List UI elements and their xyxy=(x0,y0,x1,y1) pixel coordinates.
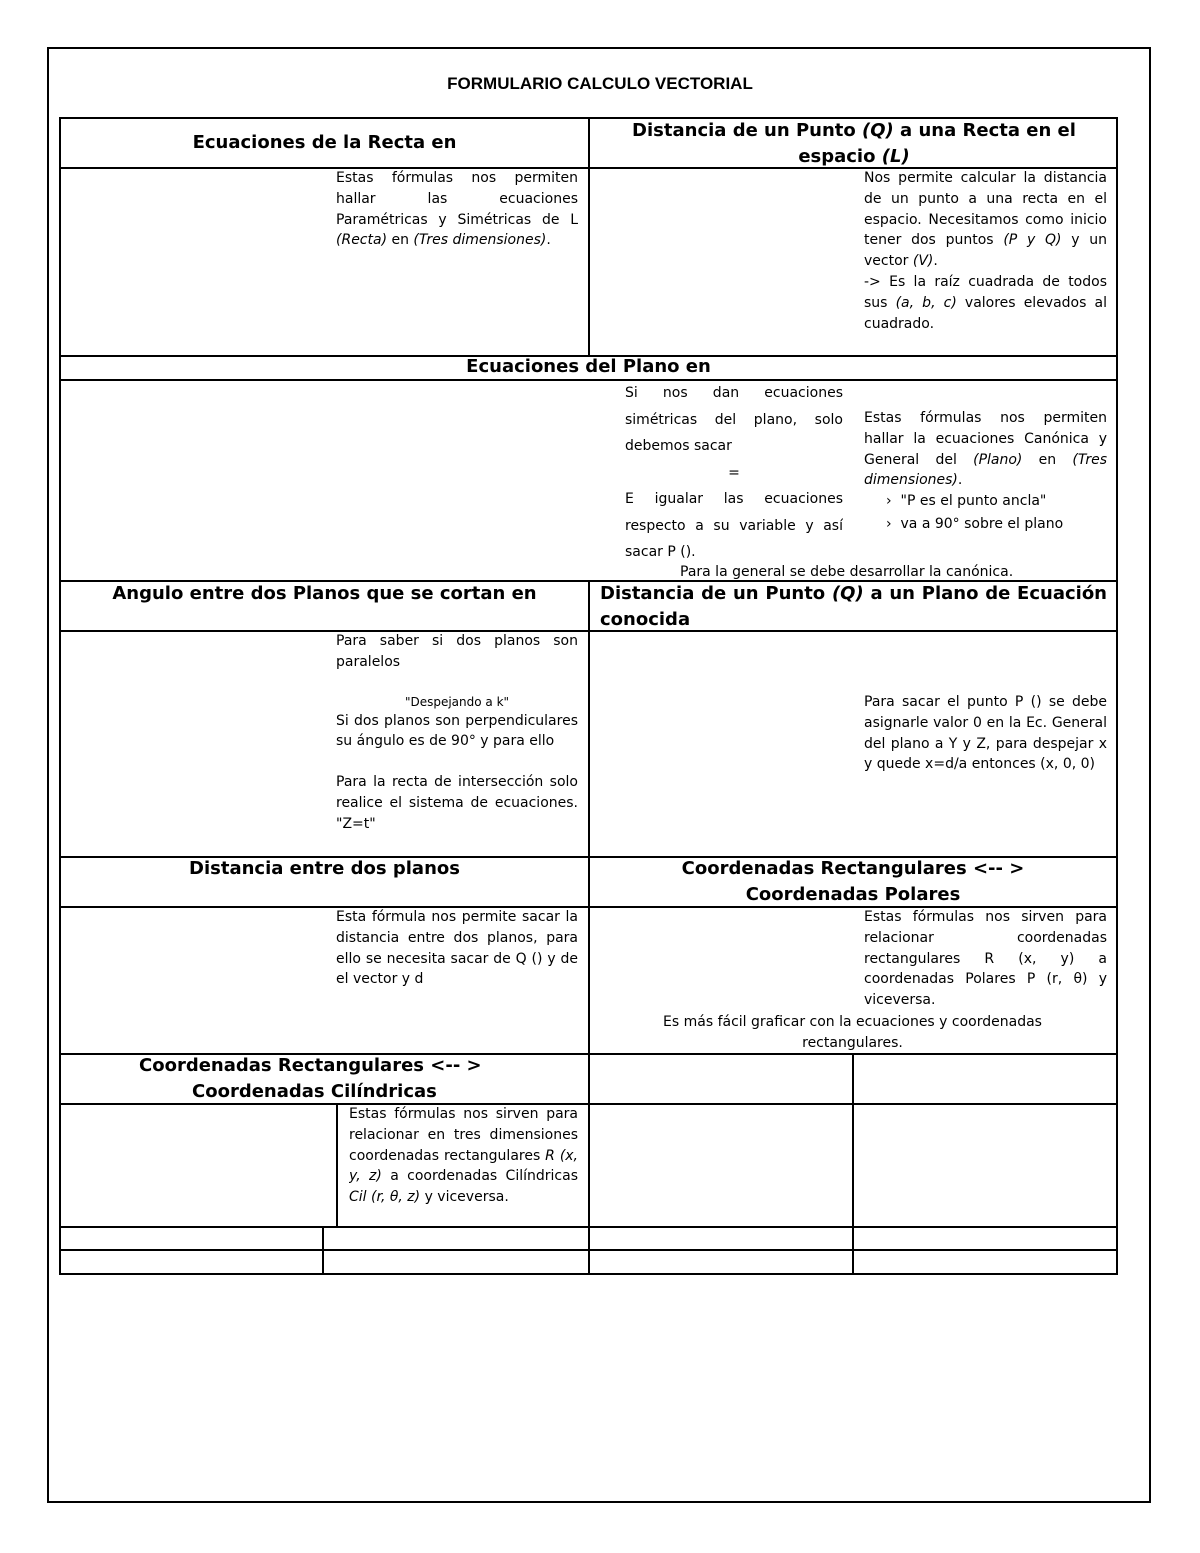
text-part: a coordenadas Cilíndricas xyxy=(381,1168,578,1185)
text-part: Estas fórmulas nos permiten hallar las ecuaciones Paramétricas y Simétricas de L xyxy=(336,170,578,228)
angle-planes-header xyxy=(61,581,588,607)
cylindrical-coords-text xyxy=(349,1104,578,1208)
table-line xyxy=(322,1227,324,1274)
text-italic: (P y Q) xyxy=(1003,232,1062,249)
text-part: en xyxy=(1022,451,1073,468)
text-part: E igualar las ecuaciones respecto a su variable y así sacar P (). xyxy=(625,491,843,560)
plano-description xyxy=(864,408,1107,491)
text-part: y viceversa. xyxy=(420,1189,509,1206)
text-italic: (Tres dimensiones) xyxy=(413,232,547,249)
plano-bullet-list xyxy=(886,490,1111,536)
header-part: a un Plano de Ecuación conocida xyxy=(600,583,1107,630)
table-line xyxy=(588,581,590,1054)
text-part: en xyxy=(387,232,414,249)
table-line xyxy=(59,379,1118,381)
text-italic: Cil (r, θ, z) xyxy=(349,1189,421,1206)
header-line: Coordenadas Rectangulares <-- > xyxy=(139,1055,482,1076)
text-part: valores elevados al cuadrado. xyxy=(864,294,1107,332)
text-part: -> Es la raíz cuadrada de todos sus xyxy=(864,273,1107,311)
recta-header xyxy=(61,130,588,156)
header-italic: (Q) xyxy=(862,120,894,141)
table-line xyxy=(588,1054,590,1274)
bullet-text: "P es el punto ancla" xyxy=(900,493,1047,509)
text-part: . xyxy=(933,253,938,270)
plano-header xyxy=(61,355,1116,379)
table-border-right xyxy=(1116,118,1118,1275)
bullet-item xyxy=(886,490,1111,513)
header-italic: (L) xyxy=(881,146,910,167)
text-italic: (Tres dimensiones) xyxy=(864,451,1107,489)
header-line: Coordenadas Polares xyxy=(745,884,961,905)
text-part: . xyxy=(957,472,963,489)
header-italic: (Q) xyxy=(831,583,864,604)
header-part: Distancia de un Punto xyxy=(632,120,863,141)
text-part: Estas fórmulas nos permiten hallar la ecuaciones Canónica y General del xyxy=(864,410,1107,468)
distance-point-plane-text xyxy=(864,692,1107,775)
document-title: FORMULARIO CALCULO VECTORIAL xyxy=(447,74,753,93)
header-part: Distancia de un Punto xyxy=(600,583,832,604)
plano-symmetric-text xyxy=(625,380,843,566)
bullet-icon: › xyxy=(886,516,892,532)
polar-coords-note xyxy=(630,1012,1075,1054)
header-line: Coordenadas Rectangulares <-- > xyxy=(681,858,1025,879)
text-part: Es más fácil graficar con la ecuaciones y coordenadas rectangulares. xyxy=(663,1014,1042,1051)
distance-point-line-description xyxy=(864,168,1107,334)
header-text: Distancia entre dos planos xyxy=(189,858,460,879)
text-italic: (a, b, c) xyxy=(895,294,957,311)
distance-point-plane-header xyxy=(600,581,1107,633)
distance-planes-header xyxy=(61,856,588,882)
plano-footer-note xyxy=(680,562,1060,582)
header-part: a una Recta en el espacio xyxy=(798,120,1076,167)
distance-planes-text xyxy=(336,907,578,990)
bullet-text: va a 90° sobre el plano xyxy=(900,516,1064,532)
cylindrical-coords-header xyxy=(61,1053,588,1105)
text-part: Si nos dan ecuaciones simétricas del plano, solo debemos sacar xyxy=(625,385,843,454)
text-italic: (Plano) xyxy=(973,451,1023,468)
text-italic: (Recta) xyxy=(336,232,388,249)
text-part: Estas fórmulas nos sirven para relacionar coordenadas rectangulares R (x, y) a coordenadas Polares P (r, θ) y viceversa. xyxy=(864,909,1107,1009)
text-block: "Despejando a k" xyxy=(404,694,510,709)
header-text: Angulo entre dos Planos que se cortan en xyxy=(112,583,537,604)
text-italic: R (x, y, z) xyxy=(349,1147,578,1185)
distance-point-line-header xyxy=(592,118,1116,170)
text-part: Nos permite calcular la distancia de un punto a una recta en el espacio. Necesitamos como inicio tener dos puntos xyxy=(864,170,1107,249)
text-block: Para la recta de intersección solo realice el sistema de ecuaciones. "Z=t" xyxy=(336,774,578,832)
equals-sign: = xyxy=(728,464,740,481)
text-part: . xyxy=(546,232,551,249)
header-line: Coordenadas Cilíndricas xyxy=(192,1081,437,1102)
text-part: Estas fórmulas nos sirven para relacionar en tres dimensiones coordenadas rectangulares xyxy=(349,1106,578,1164)
text-part: y un vector xyxy=(864,232,1107,270)
text-part: Para sacar el punto P () se debe asignarle valor 0 en la Ec. General del plano a Y y Z, para despejar x y quede x=d/a entonces (x, 0, 0) xyxy=(864,694,1107,773)
polar-coords-text xyxy=(864,907,1107,1011)
bullet-icon: › xyxy=(886,493,892,509)
text-part: Esta fórmula nos permite sacar la distancia entre dos planos, para ello se necesita sacar de Q () y de el vector y d xyxy=(336,909,578,988)
bullet-item xyxy=(886,513,1111,536)
angle-planes-text xyxy=(336,631,578,835)
text-italic: (V) xyxy=(912,253,934,270)
table-line xyxy=(852,1054,854,1274)
text-part: Para la general se debe desarrollar la canónica. xyxy=(680,564,1014,580)
recta-header-text: Ecuaciones de la Recta en xyxy=(192,132,457,153)
polar-coords-header xyxy=(590,856,1116,908)
table-line xyxy=(588,118,590,356)
recta-description xyxy=(336,168,578,251)
table-line xyxy=(336,1104,338,1227)
text-block: Si dos planos son perpendiculares su ángulo es de 90° y para ello xyxy=(336,712,578,750)
plano-header-text: Ecuaciones del Plano en xyxy=(466,356,711,377)
text-block: Para saber si dos planos son paralelos xyxy=(336,633,578,670)
